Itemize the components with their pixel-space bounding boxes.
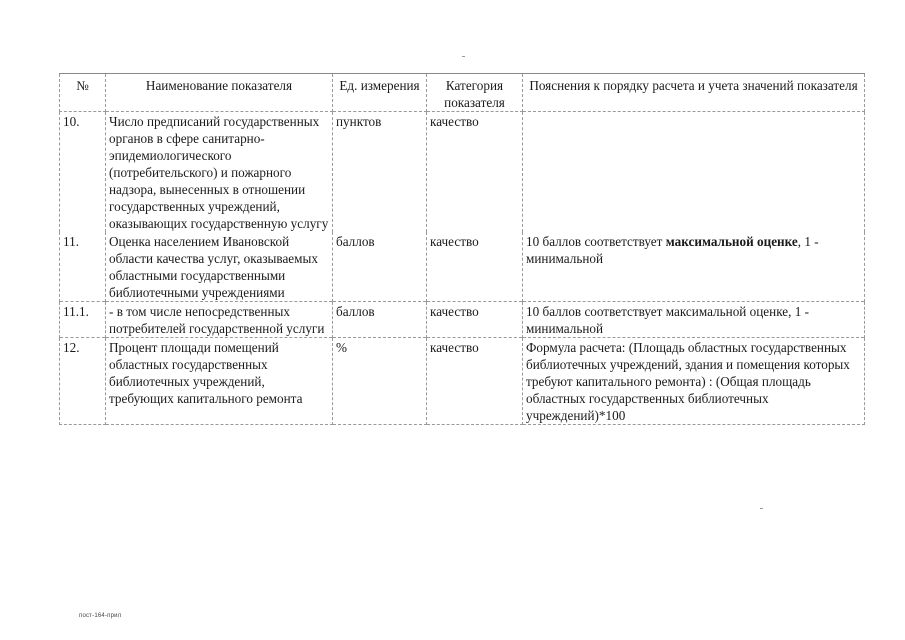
row-unit: % — [333, 338, 427, 425]
row-category: качество — [427, 112, 523, 233]
table-row — [60, 112, 865, 233]
table-header-row — [60, 74, 865, 112]
header-unit: Ед. измерения — [333, 74, 427, 112]
row-category: качество — [427, 338, 523, 425]
row-note-part1: 10 баллов соответствует — [526, 234, 666, 249]
row-unit: баллов — [333, 302, 427, 338]
row-note: 10 баллов соответствует максимальной оценке, 1 - минимальной — [523, 302, 865, 338]
header-num: № — [60, 74, 106, 112]
row-name: Оценка населением Ивановской области качества услуг, оказываемых областными государственными библиотечными учреждениями — [106, 232, 333, 302]
header-name: Наименование показателя — [106, 74, 333, 112]
table-row — [60, 232, 865, 302]
header-note: Пояснения к порядку расчета и учета значений показателя — [523, 74, 865, 112]
header-category: Категория показателя — [427, 74, 523, 112]
row-category: качество — [427, 302, 523, 338]
row-note: Формула расчета: (Площадь областных государственных библиотечных учреждений, здания и помещения которых требуют капитального ремонта) : (Общая площадь областных государственных библиотечных учреждений)*100 — [523, 338, 865, 425]
row-name: - в том числе непосредственных потребителей государственной услуги — [106, 302, 333, 338]
row-note — [523, 112, 865, 233]
table-row — [60, 302, 865, 338]
row-unit: пунктов — [333, 112, 427, 233]
footer-file-mark: пост-164-прил — [79, 613, 122, 619]
row-note-part2: , 1 - минимальной — [526, 234, 819, 266]
row-category: качество — [427, 232, 523, 302]
row-name: Число предписаний государственных органов в сфере санитарно-эпидемиологического (потребительского) и пожарного надзора, вынесенных в отношении государственных учреждений, оказывающих государственную услугу — [106, 112, 333, 233]
row-num: 10. — [60, 112, 106, 233]
row-num: 12. — [60, 338, 106, 425]
row-note — [523, 232, 865, 302]
row-unit: баллов — [333, 232, 427, 302]
row-note-bold: максимальной оценке — [665, 234, 798, 249]
row-name: Процент площади помещений областных государственных библиотечных учреждений, требующих капитального ремонта — [106, 338, 333, 425]
row-num: 11. — [60, 232, 106, 302]
scan-speck — [760, 508, 763, 509]
row-num: 11.1. — [60, 302, 106, 338]
table-row — [60, 338, 865, 425]
indicators-table — [59, 73, 865, 425]
scan-speck — [462, 56, 465, 57]
